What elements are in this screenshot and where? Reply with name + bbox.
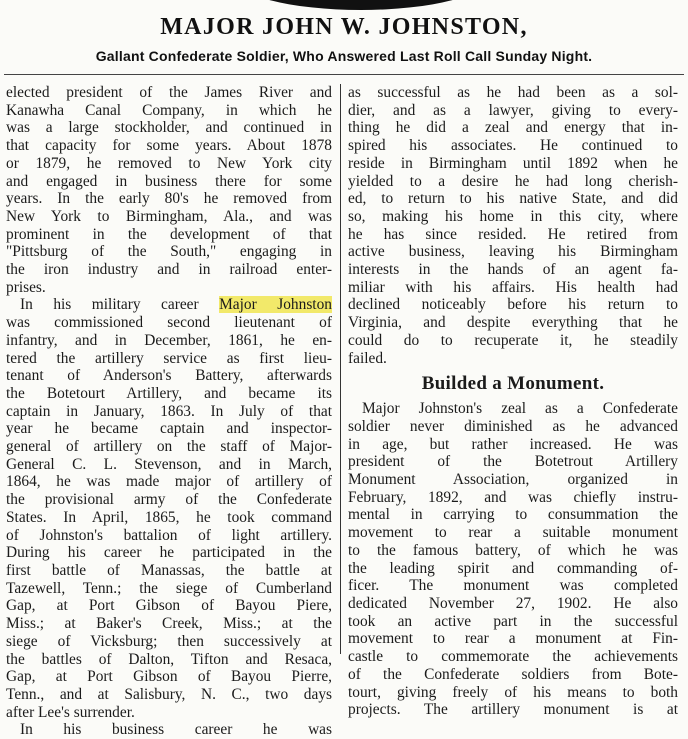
text-line: Kanawha Canal Company, in which he [6,101,332,119]
left-paragraph-3 [6,721,332,739]
header-rule [4,74,684,75]
right-column [348,84,678,719]
text-line: so, making his home in this city, where [348,207,678,225]
text-line: of the Confederate soldiers from Bote- [348,665,678,683]
text-line: ed, to return to his native State, and did [348,190,678,208]
text-line: captain in January, 1863. In July of that [6,402,332,420]
text-line: 1864, he was made major of artillery of [6,473,332,491]
text-line: first battle of Manassas, the battle at [6,561,332,579]
text-line: prises. [6,278,46,296]
text-line: prominent in the development of that [6,225,332,243]
text-line: declined noticeably before his return to [348,296,678,314]
text-line: the battles of Dalton, Tifton and Resaca, [6,650,332,668]
text-line: he has since resided. He retired from [348,225,678,243]
text-line: in age, but rather increased. He was [348,435,678,453]
text-line: year he became captain and inspector- [6,420,332,438]
text-line: the iron industry and in railroad enter- [6,261,332,279]
text-line: Tenn., and at Salisbury, N. C., two days [6,685,332,703]
text-line: years. In the early 80's he removed from [6,190,332,208]
text-line: Tazewell, Tenn.; the siege of Cumberland [6,579,332,597]
text-line: During his career he participated in the [6,544,332,562]
text-line: States. In April, 1865, he took command [6,508,332,526]
text-line: or 1879, he removed to New York city [6,154,332,172]
text-line: and engaged in business there for some [6,172,332,190]
text-line: could do to recuperate it, he steadily [348,331,678,349]
text-line: yielded to a desire he had long cherish- [348,172,678,190]
text-line: infantry, and in December, 1861, he en- [6,331,332,349]
text-line: as successful as he had been as a sol- [348,84,678,101]
text-line: to the famous battery, of which he was [348,541,678,559]
text-line: elected president of the James River and [6,84,332,101]
text-line: reside in Birmingham until 1892 when he [348,154,678,172]
text-line: Monument Association, organized in [348,471,678,489]
text-line: Virginia, and despite everything that he [348,314,678,332]
article-subhead: Gallant Confederate Soldier, Who Answered Last Roll Call Sunday Night. [95,48,593,64]
text-line: Gap, at Port Gibson of Bayou Piere, [6,597,332,615]
text-line: ficer. The monument was completed [348,577,678,595]
section-heading: Builded a Monument. [421,373,605,395]
text-line: soldier never diminished as he advanced [348,417,678,435]
text-line: was a large stockholder, and continued in [6,119,332,137]
text-line: general of artillery on the staff of Major- [6,438,332,456]
text-line: that capacity for some years. About 1878 [6,137,332,155]
right-paragraph-1 [348,84,678,367]
text-line: Gap, at Port Gibson of Bayou Pierre, [6,668,332,686]
text-line: projects. The artillery monument is at [348,701,678,719]
text-line: the Botetourt Artillery, and became its [6,384,332,402]
left-paragraph-1 [6,84,332,296]
text-line: February, 1892, and was chiefly instru- [348,488,678,506]
text-line: took an active part in the successful [348,612,678,630]
text-line: movement to rear a suitable monument [348,524,678,542]
text-line: active business, leaving his Birmingham [348,243,678,261]
text-line: In his business career he was [20,721,332,739]
highlighted-name: Major Johnston [219,296,332,314]
text-line: was commissioned second lieutenant of [6,314,332,332]
text-line: interests in the hands of an agent fa- [348,261,678,279]
text-line: the provisional army of the Confederate [6,491,332,509]
left-column [6,84,332,739]
text-line: tenant of Anderson's Battery, afterwards [6,367,332,385]
text-line: Miss.; at Baker's Creek, Miss.; at the [6,615,332,633]
top-dark-shape [232,0,490,10]
column-divider [340,84,341,654]
text-line: tourt, giving freely of his means to both [348,683,678,701]
left-paragraph-2 [6,296,332,721]
right-paragraph-2 [348,400,678,719]
text-line: of Johnston's battalion of light artillery. [6,526,332,544]
text-line: miliar with his affairs. His health had [348,278,678,296]
text-line: Major Johnston's zeal as a Confederate [362,400,678,418]
text-line: "Pittsburg of the South," engaging in [6,243,332,261]
text-line: tered the artillery service as first lieu- [6,349,332,367]
text-line: the leading spirit and commanding of- [348,559,678,577]
article-headline: MAJOR JOHN W. JOHNSTON, [160,14,528,40]
text-line: dedicated November 27, 1902. He also [348,594,678,612]
text-line: failed. [348,349,387,367]
text-line: thing he did a zeal and energy that in- [348,119,678,137]
text-line: president of the Botetrout Artillery [348,453,678,471]
text-line: spired his associates. He continued to [348,137,678,155]
text-line: castle to commemorate the achievements [348,648,678,666]
text-line: General C. L. Stevenson, and in March, [6,455,332,473]
text-run: In his military career [20,296,220,314]
text-line: New York to Birmingham, Ala., and was [6,207,332,225]
text-line: after Lee's surrender. [6,703,135,721]
text-line: movement to rear a monument at Fin- [348,630,678,648]
text-line: mental in carrying to consummation the [348,506,678,524]
text-line: siege of Vicksburg; then successively at [6,632,332,650]
text-line: dier, and as a lawyer, giving to every- [348,101,678,119]
text-line [6,296,332,314]
